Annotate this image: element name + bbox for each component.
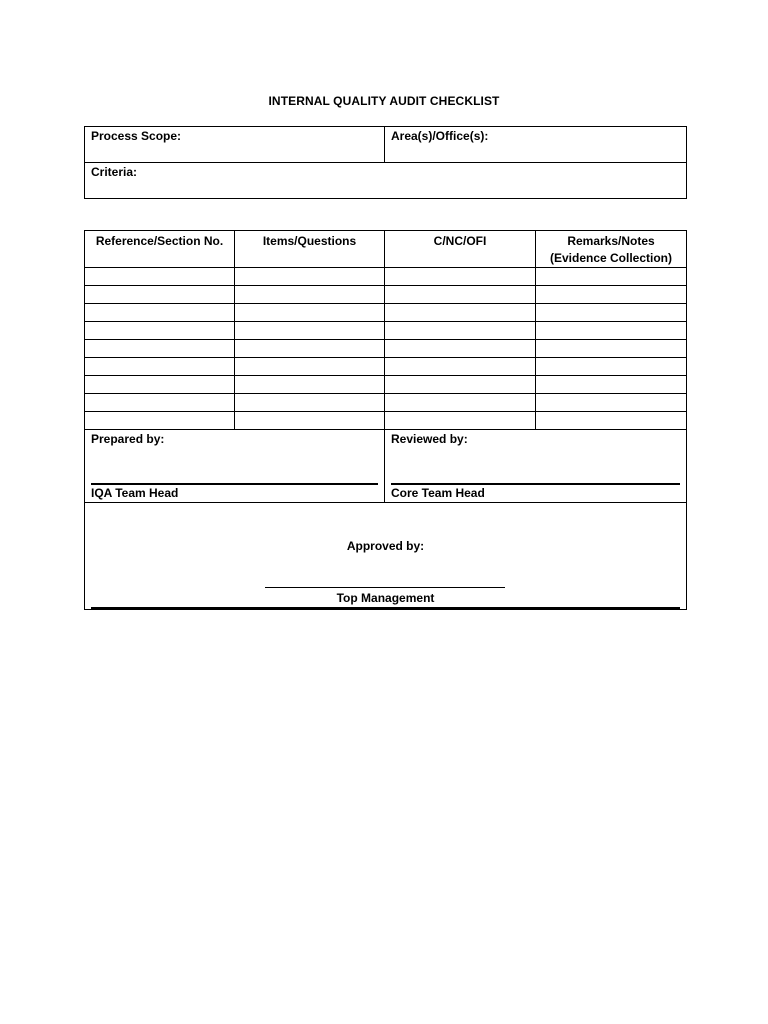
reviewed-by-section[interactable]	[385, 430, 687, 503]
approved-by-signature-line	[265, 587, 505, 588]
table-cell[interactable]	[536, 412, 687, 430]
table-cell[interactable]	[385, 358, 536, 376]
reviewed-by-signature-line	[391, 483, 680, 485]
approval-bottom-rule	[91, 607, 680, 609]
table-cell[interactable]	[85, 304, 235, 322]
checklist-table	[84, 230, 687, 610]
table-row	[85, 340, 687, 358]
table-cell[interactable]	[235, 322, 385, 340]
reviewed-by-label: Reviewed by:	[391, 432, 468, 446]
prepared-by-role: IQA Team Head	[91, 486, 179, 500]
table-row	[85, 412, 687, 430]
table-cell[interactable]	[385, 268, 536, 286]
criteria-label: Criteria:	[91, 165, 138, 179]
table-cell[interactable]	[536, 376, 687, 394]
criteria-field[interactable]	[85, 163, 687, 199]
areas-offices-field[interactable]	[385, 127, 687, 163]
table-cell[interactable]	[85, 412, 235, 430]
table-row	[85, 394, 687, 412]
column-header-remarks	[536, 231, 687, 268]
table-cell[interactable]	[385, 340, 536, 358]
table-cell[interactable]	[536, 304, 687, 322]
table-cell[interactable]	[536, 268, 687, 286]
table-cell[interactable]	[385, 412, 536, 430]
table-cell[interactable]	[385, 304, 536, 322]
approval-row	[85, 503, 687, 610]
areas-offices-label: Area(s)/Office(s):	[391, 129, 489, 143]
table-cell[interactable]	[385, 394, 536, 412]
table-cell[interactable]	[235, 394, 385, 412]
prepared-by-section[interactable]	[85, 430, 385, 503]
prepared-by-signature-line	[91, 483, 378, 485]
reviewed-by-role: Core Team Head	[391, 486, 485, 500]
table-cell[interactable]	[235, 268, 385, 286]
table-cell[interactable]	[235, 286, 385, 304]
signature-row	[85, 430, 687, 503]
table-cell[interactable]	[536, 394, 687, 412]
table-cell[interactable]	[385, 376, 536, 394]
table-row	[85, 358, 687, 376]
approved-by-role: Top Management	[336, 591, 435, 605]
table-row	[85, 268, 687, 286]
table-cell[interactable]	[385, 322, 536, 340]
table-cell[interactable]	[536, 322, 687, 340]
table-cell[interactable]	[85, 358, 235, 376]
table-cell[interactable]	[235, 340, 385, 358]
approved-by-section[interactable]	[85, 503, 687, 610]
table-cell[interactable]	[536, 358, 687, 376]
table-cell[interactable]	[85, 340, 235, 358]
table-cell[interactable]	[85, 394, 235, 412]
column-header-remarks-line1: Remarks/Notes	[567, 234, 655, 248]
table-cell[interactable]	[235, 376, 385, 394]
prepared-by-label: Prepared by:	[91, 432, 165, 446]
table-cell[interactable]	[85, 376, 235, 394]
table-cell[interactable]	[235, 412, 385, 430]
table-row	[85, 304, 687, 322]
process-scope-label: Process Scope:	[91, 129, 182, 143]
table-row	[85, 322, 687, 340]
column-header-cncofi: C/NC/OFI	[385, 231, 536, 268]
document-title: INTERNAL QUALITY AUDIT CHECKLIST	[268, 94, 500, 108]
column-header-remarks-line2: (Evidence Collection)	[549, 251, 673, 265]
checklist-header-row	[85, 231, 687, 268]
table-cell[interactable]	[85, 286, 235, 304]
table-cell[interactable]	[536, 340, 687, 358]
column-header-items: Items/Questions	[235, 231, 385, 268]
approved-by-label: Approved by:	[346, 539, 425, 553]
table-row	[85, 376, 687, 394]
process-scope-field[interactable]	[85, 127, 385, 163]
table-cell[interactable]	[385, 286, 536, 304]
table-cell[interactable]	[235, 304, 385, 322]
audit-info-table	[84, 126, 687, 199]
table-cell[interactable]	[85, 322, 235, 340]
column-header-reference: Reference/Section No.	[85, 231, 235, 268]
table-row	[85, 286, 687, 304]
table-cell[interactable]	[235, 358, 385, 376]
table-cell[interactable]	[85, 268, 235, 286]
table-cell[interactable]	[536, 286, 687, 304]
